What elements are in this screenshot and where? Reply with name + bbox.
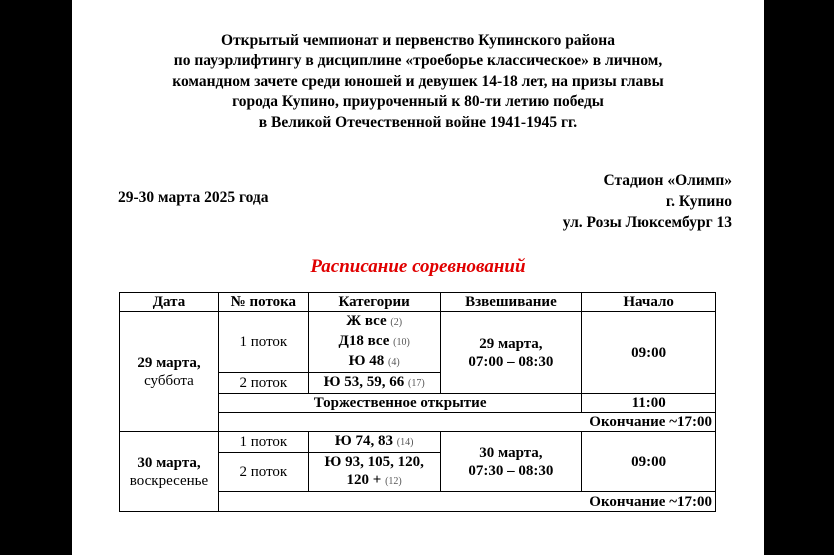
venue-street: ул. Розы Люксембург 13 (562, 214, 732, 231)
table-row (120, 312, 716, 373)
day1-end: Окончание ~17:00 (218, 413, 715, 432)
day1-ceremony: Торжественное открытие (218, 394, 581, 413)
day2-flow1-categories: Ю 74, 83 (14) (308, 432, 440, 453)
table-header-row (120, 293, 716, 312)
venue-city: г. Купино (665, 193, 732, 210)
schedule-title: Расписание соревнований (310, 256, 526, 277)
day1-flow2: 2 поток (218, 373, 308, 394)
day1-weekday: суббота (144, 372, 194, 389)
day1-date: 29 марта, (137, 354, 201, 371)
header-date: Дата (120, 293, 219, 312)
day2-flow2: 2 поток (218, 453, 308, 492)
day1-flow1: 1 поток (218, 312, 308, 373)
day1-flow1-categories: Ж все (2) Д18 все (10) Ю 48 (4) (308, 312, 440, 373)
event-dates: 29-30 марта 2025 года (118, 189, 269, 206)
title-line: в Великой Отечественной войне 1941-1945 гг. (258, 113, 578, 131)
day2-end: Окончание ~17:00 (218, 492, 715, 512)
day2-start: 09:00 (582, 432, 716, 492)
day1-weighin: 29 марта, 07:00 – 08:30 (440, 312, 582, 394)
title-line: города Купино, приуроченный к 80-ти летию победы (232, 93, 604, 111)
title-line: по пауэрлифтингу в дисциплине «троеборье классическое» в личном, (173, 52, 663, 70)
header-weighin: Взвешивание (440, 293, 582, 312)
day2-flow1: 1 поток (218, 432, 308, 453)
header-categories: Категории (308, 293, 440, 312)
day1-start: 09:00 (582, 312, 716, 394)
day2-flow2-categories: Ю 93, 105, 120, 120 + (12) (308, 453, 440, 492)
header-start: Начало (582, 293, 716, 312)
day1-ceremony-time: 11:00 (582, 394, 716, 413)
day2-weekday: воскресенье (129, 472, 209, 489)
day2-date-cell (120, 432, 219, 512)
venue-block (563, 170, 732, 233)
header-flow: № потока (218, 293, 308, 312)
document-page (72, 0, 764, 555)
day2-weighin: 30 марта, 07:30 – 08:30 (440, 432, 582, 492)
day1-date-cell (120, 312, 219, 432)
day1-flow2-categories: Ю 53, 59, 66 (17) (308, 373, 440, 394)
title-line: Открытый чемпионат и первенство Купинского района (221, 32, 615, 49)
venue-name: Стадион «Олимп» (603, 172, 732, 189)
day2-date: 30 марта, (137, 454, 201, 471)
table-row (120, 432, 716, 453)
title-line: командном зачете среди юношей и девушек 14-18 лет, на призы главы (172, 72, 664, 90)
schedule-table (119, 292, 716, 512)
document-title (72, 31, 764, 133)
